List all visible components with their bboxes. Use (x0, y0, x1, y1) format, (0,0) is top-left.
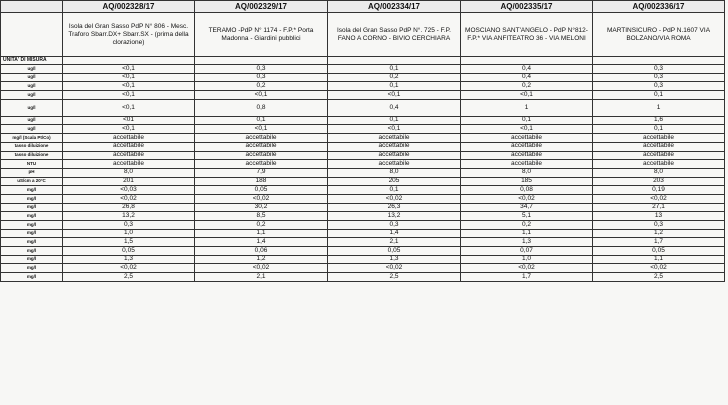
value-cell: 1 (593, 99, 725, 116)
value-cell: 2,5 (593, 273, 725, 282)
table-row (1, 177, 725, 186)
value-cell: <01 (63, 116, 195, 125)
value-cell: <0,1 (328, 125, 461, 134)
value-cell: 0,05 (593, 247, 725, 256)
value-cell: <0,1 (63, 73, 195, 82)
value-cell: 0,19 (593, 186, 725, 195)
unit-cell: ug/l (1, 65, 63, 74)
value-cell: 0,05 (328, 247, 461, 256)
value-cell: <0,02 (328, 264, 461, 273)
value-cell: 203 (593, 177, 725, 186)
value-cell: 8,0 (328, 168, 461, 177)
value-cell: <0,1 (461, 91, 593, 100)
value-cell: 2,5 (63, 273, 195, 282)
table-row (1, 116, 725, 125)
description-row (1, 13, 725, 57)
value-cell: 1 (461, 99, 593, 116)
value-cell: <0,02 (593, 194, 725, 203)
unit-cell: ug/l (1, 116, 63, 125)
unit-cell: tasso diluizione (1, 142, 63, 151)
value-cell: accettabile (328, 134, 461, 143)
value-cell: 1,4 (328, 229, 461, 238)
value-cell: <0,02 (195, 194, 328, 203)
value-cell: 8,0 (461, 168, 593, 177)
unit-cell: pH (1, 168, 63, 177)
value-cell: <0,1 (63, 82, 195, 91)
value-cell: 1,7 (593, 238, 725, 247)
value-cell: 26,8 (63, 203, 195, 212)
header-cell: AQ/002334/17 (328, 1, 461, 13)
table-row (1, 82, 725, 91)
value-cell: <0,02 (63, 264, 195, 273)
value-cell: 8,5 (195, 212, 328, 221)
header-cell: AQ/002336/17 (593, 1, 725, 13)
value-cell: 0,3 (328, 221, 461, 230)
value-cell: 1,2 (593, 229, 725, 238)
table-row (1, 151, 725, 160)
unit-cell: tasso diluizione (1, 151, 63, 160)
value-cell: 26,3 (328, 203, 461, 212)
value-cell: <0,1 (63, 99, 195, 116)
table-row (1, 194, 725, 203)
header-row (1, 1, 725, 13)
value-cell: 1,1 (461, 229, 593, 238)
value-cell: accettabile (63, 134, 195, 143)
empty-cell (593, 57, 725, 65)
value-cell: accettabile (195, 160, 328, 169)
table-row (1, 99, 725, 116)
table-row (1, 91, 725, 100)
value-cell: <0,1 (195, 91, 328, 100)
value-cell: 188 (195, 177, 328, 186)
value-cell: 8,0 (63, 168, 195, 177)
header-cell: AQ/002335/17 (461, 1, 593, 13)
unit-cell: mg/l (Scala Pt/Co) (1, 134, 63, 143)
value-cell: <0,02 (63, 194, 195, 203)
value-cell: 1,3 (461, 238, 593, 247)
value-cell: accettabile (461, 142, 593, 151)
value-cell: 1,1 (593, 255, 725, 264)
value-cell: accettabile (328, 142, 461, 151)
value-cell: 185 (461, 177, 593, 186)
empty-cell (461, 57, 593, 65)
value-cell: 0,3 (195, 65, 328, 74)
table-row (1, 73, 725, 82)
unit-cell: mg/l (1, 212, 63, 221)
value-cell: accettabile (63, 151, 195, 160)
value-cell: 0,1 (328, 116, 461, 125)
value-cell: 0,3 (63, 221, 195, 230)
value-cell: <0,1 (328, 91, 461, 100)
value-cell: <0,1 (63, 65, 195, 74)
table-row (1, 212, 725, 221)
unit-cell: mg/l (1, 194, 63, 203)
value-cell: 1,4 (195, 238, 328, 247)
unit-cell: mg/l (1, 203, 63, 212)
value-cell: accettabile (593, 134, 725, 143)
value-cell: <0,02 (328, 194, 461, 203)
value-cell: <0,1 (461, 125, 593, 134)
table-row (1, 247, 725, 256)
value-cell: 1,2 (195, 255, 328, 264)
description-cell (1, 13, 63, 57)
value-cell: 1,6 (593, 116, 725, 125)
value-cell: 0,1 (461, 116, 593, 125)
value-cell: 27,1 (593, 203, 725, 212)
description-cell: MOSCIANO SANT'ANGELO - PdP N°812- F.P.* VIA ANFITEATRO 36 - VIA MELONI (461, 13, 593, 57)
value-cell: 0,1 (328, 82, 461, 91)
unit-cell: uS/cm a 20°C (1, 177, 63, 186)
unit-cell: mg/l (1, 186, 63, 195)
table-row (1, 186, 725, 195)
value-cell: 0,2 (195, 221, 328, 230)
value-cell: 1,1 (195, 229, 328, 238)
unit-cell: mg/l (1, 238, 63, 247)
value-cell: 1,3 (63, 255, 195, 264)
value-cell: <0,1 (63, 91, 195, 100)
value-cell: 0,3 (593, 65, 725, 74)
value-cell: accettabile (461, 160, 593, 169)
value-cell: 205 (328, 177, 461, 186)
value-cell: <0,02 (461, 194, 593, 203)
value-cell: accettabile (195, 142, 328, 151)
value-cell: 1,0 (63, 229, 195, 238)
value-cell: accettabile (195, 134, 328, 143)
value-cell: 0,3 (593, 73, 725, 82)
value-cell: 0,4 (461, 73, 593, 82)
table-row (1, 229, 725, 238)
value-cell: accettabile (461, 134, 593, 143)
unit-cell: mg/l (1, 273, 63, 282)
value-cell: accettabile (593, 160, 725, 169)
value-cell: 13 (593, 212, 725, 221)
description-cell: Isola del Gran Sasso PdP N°. 725 - F.P. FANO A CORNO - BIVIO CERCHIARA (328, 13, 461, 57)
table-row (1, 160, 725, 169)
empty-cell (195, 57, 328, 65)
value-cell: 0,2 (195, 82, 328, 91)
empty-cell (63, 57, 195, 65)
value-cell: 0,3 (195, 73, 328, 82)
value-cell: accettabile (63, 160, 195, 169)
table-row (1, 65, 725, 74)
value-cell: accettabile (593, 142, 725, 151)
unit-cell: ug/l (1, 91, 63, 100)
value-cell: 0,1 (328, 65, 461, 74)
value-cell: 0,05 (195, 186, 328, 195)
value-cell: accettabile (593, 151, 725, 160)
value-cell: 1,0 (461, 255, 593, 264)
unit-cell: NTU (1, 160, 63, 169)
header-cell: AQ/002329/17 (195, 1, 328, 13)
value-cell: 0,2 (328, 73, 461, 82)
table-row (1, 142, 725, 151)
value-cell: 13,2 (328, 212, 461, 221)
value-cell: accettabile (63, 142, 195, 151)
header-cell (1, 1, 63, 13)
value-cell: 1,3 (328, 255, 461, 264)
value-cell: 34,7 (461, 203, 593, 212)
value-cell: accettabile (195, 151, 328, 160)
value-cell: accettabile (328, 160, 461, 169)
header-cell: AQ/002328/17 (63, 1, 195, 13)
empty-cell (328, 57, 461, 65)
value-cell: 0,2 (461, 82, 593, 91)
value-cell: <0,1 (195, 125, 328, 134)
value-cell: 0,8 (195, 99, 328, 116)
table-row (1, 125, 725, 134)
description-cell: MARTINSICURO - PdP N.1607 VIA BOLZANO/VIA ROMA (593, 13, 725, 57)
value-cell: <0,1 (63, 125, 195, 134)
value-cell: <0,02 (461, 264, 593, 273)
value-cell: 2,1 (328, 238, 461, 247)
table-row (1, 255, 725, 264)
unit-cell: mg/l (1, 221, 63, 230)
unit-header-row (1, 57, 725, 65)
table-row (1, 238, 725, 247)
value-cell: 1,7 (461, 273, 593, 282)
value-cell: accettabile (461, 151, 593, 160)
unit-cell: ug/l (1, 82, 63, 91)
value-cell: 0,07 (461, 247, 593, 256)
value-cell: 0,4 (328, 99, 461, 116)
value-cell: 0,4 (461, 65, 593, 74)
value-cell: 30,2 (195, 203, 328, 212)
unit-cell: mg/l (1, 264, 63, 273)
unit-header-label: UNITA' DI MISURA (1, 57, 63, 65)
value-cell: 0,06 (195, 247, 328, 256)
unit-cell: mg/l (1, 255, 63, 264)
value-cell: 0,1 (593, 125, 725, 134)
table-row (1, 168, 725, 177)
unit-cell: ug/l (1, 73, 63, 82)
table-row (1, 134, 725, 143)
value-cell: 8,0 (593, 168, 725, 177)
value-cell: 0,1 (328, 186, 461, 195)
value-cell: 0,3 (593, 82, 725, 91)
value-cell: 0,2 (461, 221, 593, 230)
value-cell: 201 (63, 177, 195, 186)
table-row (1, 203, 725, 212)
value-cell: 1,5 (63, 238, 195, 247)
unit-cell: mg/l (1, 229, 63, 238)
unit-cell: ug/l (1, 125, 63, 134)
unit-cell: ug/l (1, 99, 63, 116)
value-cell: 0,1 (195, 116, 328, 125)
value-cell: 13,2 (63, 212, 195, 221)
value-cell: <0,02 (195, 264, 328, 273)
table-row (1, 264, 725, 273)
value-cell: 0,08 (461, 186, 593, 195)
value-cell: <0,02 (593, 264, 725, 273)
value-cell: 0,05 (63, 247, 195, 256)
description-cell: TERAMO -PdP N° 1174 - F.P.* Porta Madonna - Giardini pubblici (195, 13, 328, 57)
description-cell: Isola del Gran Sasso PdP N° 806 - Mesc. Traforo Sbarr.DX+ Sbarr.SX - (prima della clorazione) (63, 13, 195, 57)
value-cell: 7,9 (195, 168, 328, 177)
value-cell: accettabile (328, 151, 461, 160)
value-cell: 0,1 (593, 91, 725, 100)
value-cell: 5,1 (461, 212, 593, 221)
value-cell: 2,1 (195, 273, 328, 282)
table-row (1, 221, 725, 230)
value-cell: <0,03 (63, 186, 195, 195)
value-cell: 0,3 (593, 221, 725, 230)
table-row (1, 273, 725, 282)
value-cell: 2,5 (328, 273, 461, 282)
unit-cell: mg/l (1, 247, 63, 256)
